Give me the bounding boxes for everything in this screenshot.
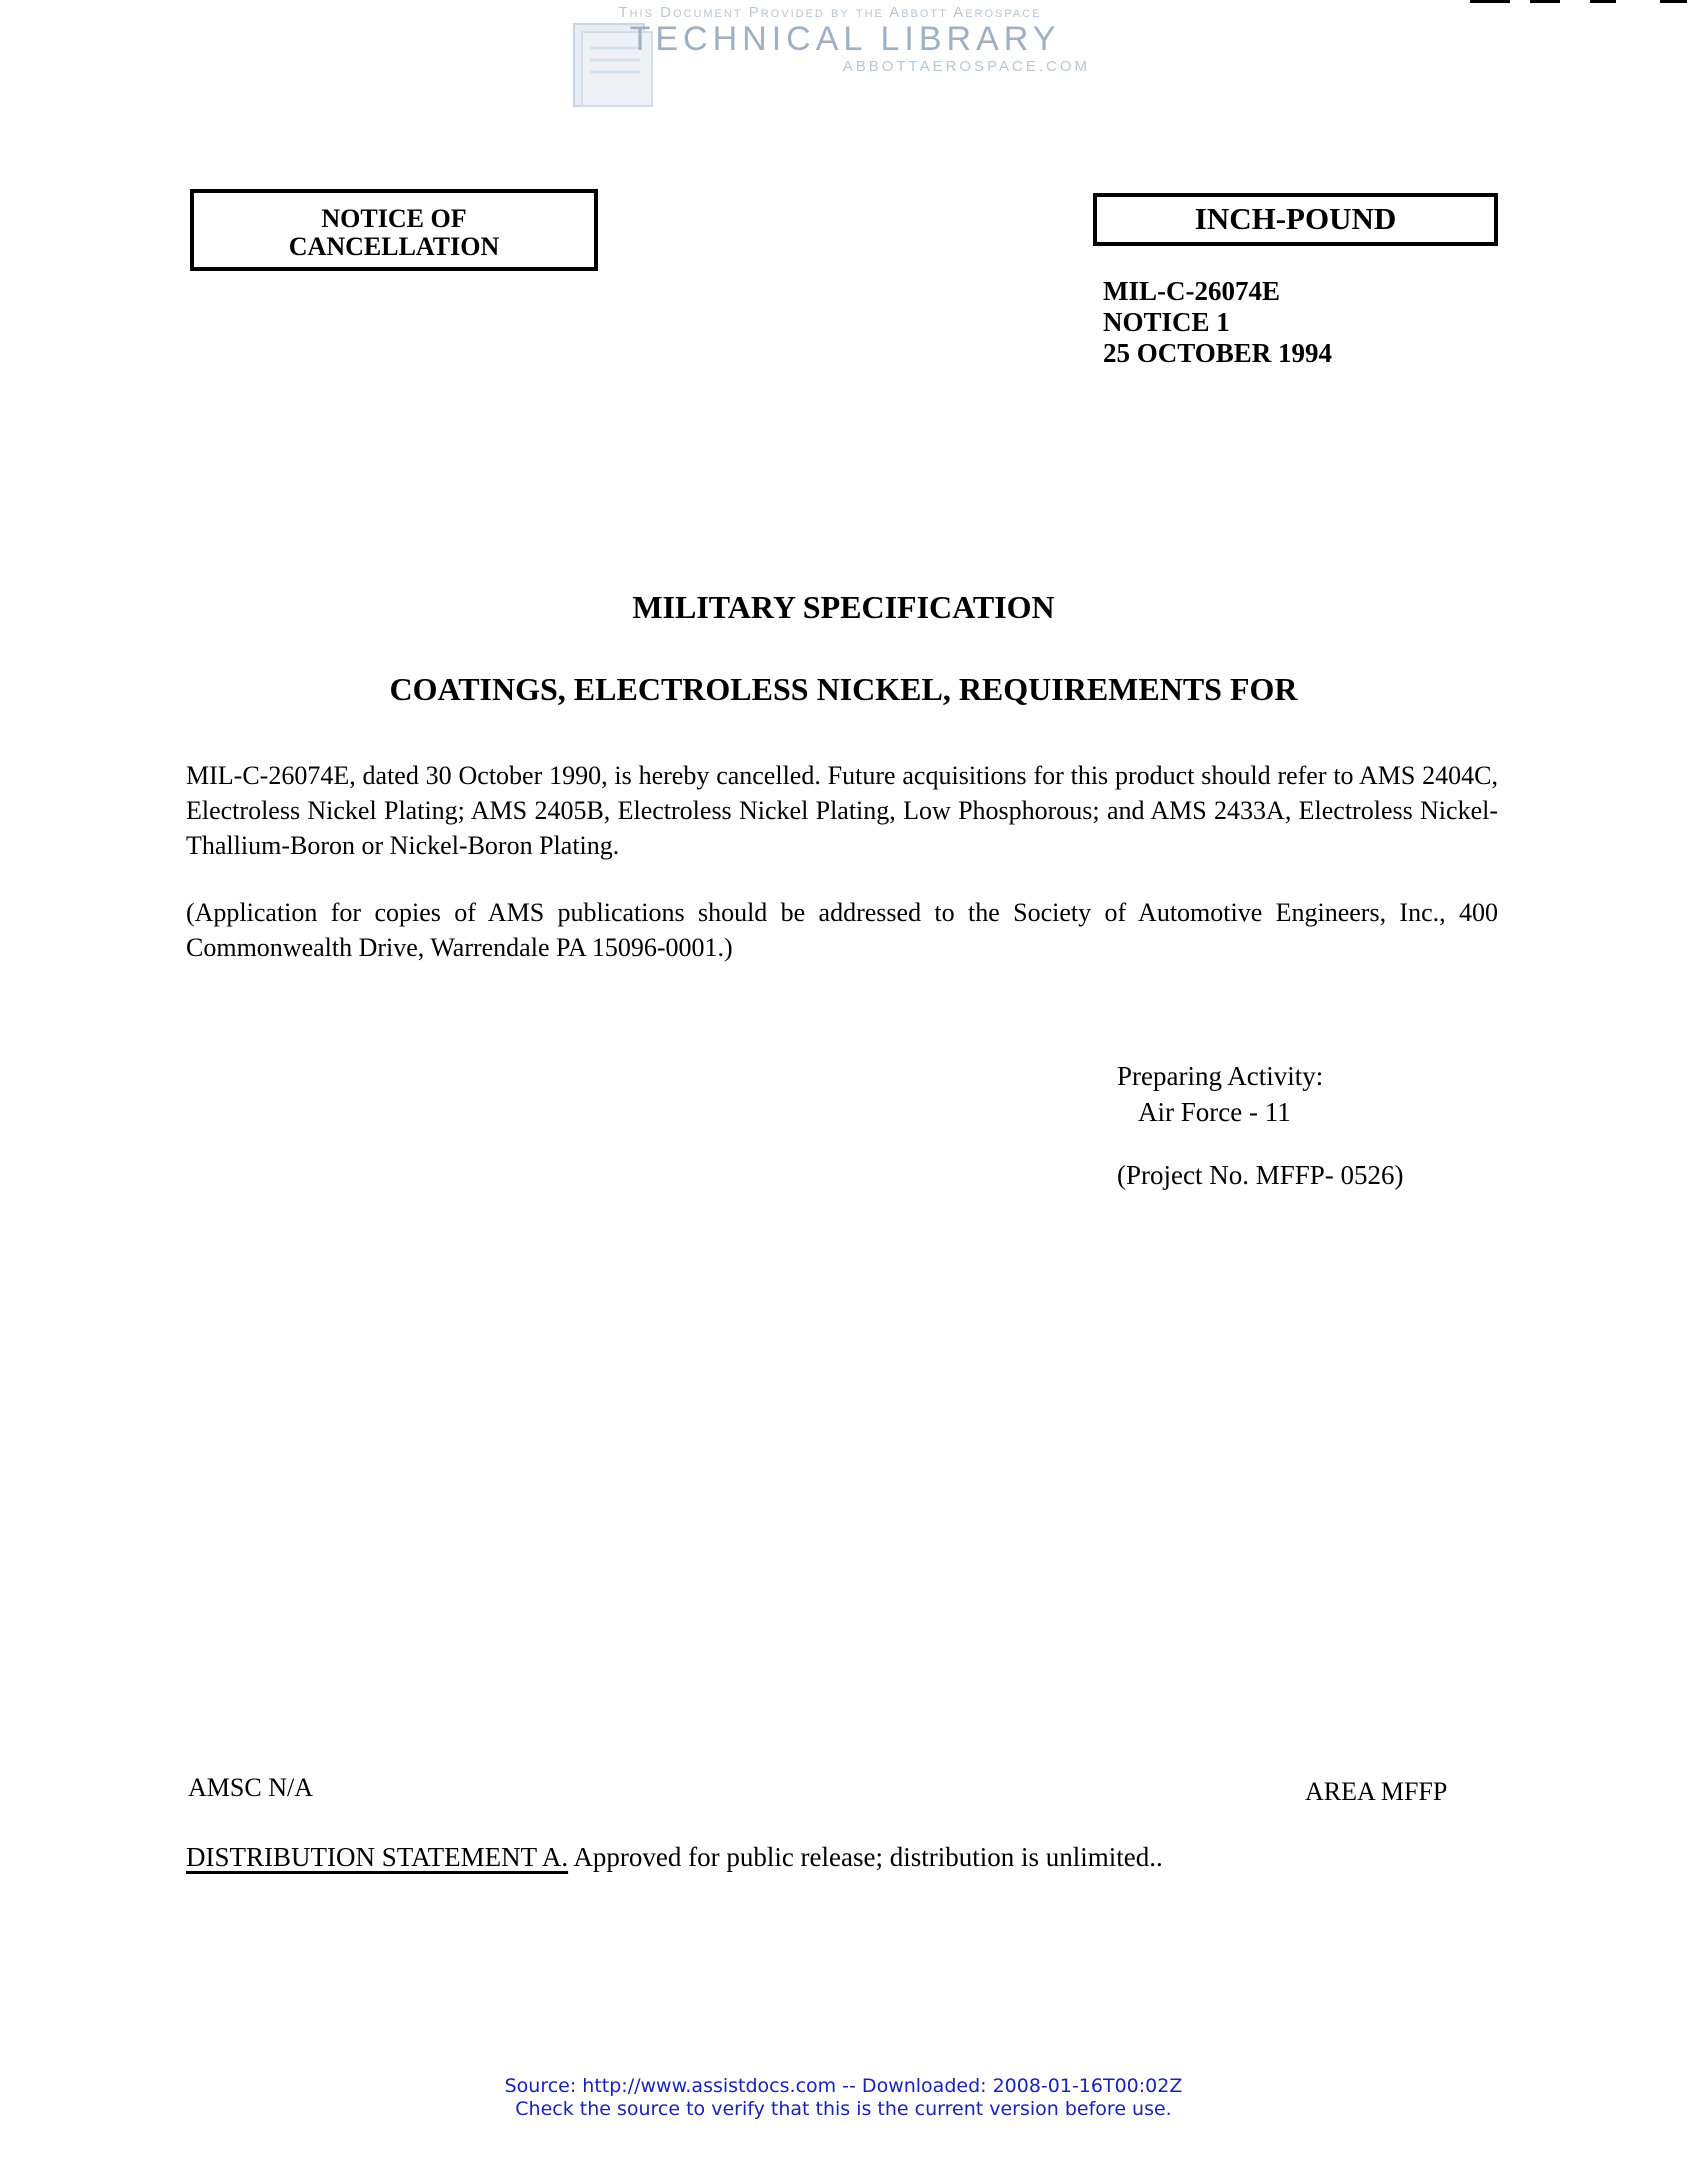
preparing-activity-label: Preparing Activity:	[1117, 1061, 1324, 1091]
notice-date: 25 OCTOBER 1994	[1103, 338, 1333, 368]
notice-box-line-1: NOTICE OF	[321, 204, 467, 233]
watermark-title: TECHNICAL LIBRARY	[629, 20, 1061, 58]
watermark-provider-line: This Document Provided by the Abbott Aerospace	[618, 4, 1042, 21]
verify-line: Check the source to verify that this is the current version before use.	[515, 2098, 1172, 2120]
corner-scan-marks	[1470, 0, 1687, 6]
source-line: Source: http://www.assistdocs.com -- Downloaded: 2008-01-16T00:02Z	[504, 2075, 1183, 2097]
amsc-code: AMSC N/A	[188, 1773, 313, 1802]
page-subtitle: COATINGS, ELECTROLESS NICKEL, REQUIREMENTS FOR	[389, 671, 1298, 707]
distribution-statement	[186, 1842, 1163, 1873]
notice-box-line-2: CANCELLATION	[288, 232, 500, 261]
page-title: MILITARY SPECIFICATION	[632, 589, 1055, 625]
cancellation-paragraph: MIL-C-26074E, dated 30 October 1990, is hereby cancelled. Future acquisitions for this product should refer to AMS 2404C, Electroless Nickel Plating; AMS 2405B, Electroless Nickel Plating, Low Phosphorous; and AMS 2433A, Electroless Nickel-Thallium-Boron or Nickel-Boron Plating.	[186, 761, 1498, 860]
distribution-statement-text: Approved for public release; distribution is unlimited..	[573, 1842, 1163, 1872]
inch-pound-box: INCH-POUND	[1093, 193, 1498, 246]
preparing-activity	[1117, 1058, 1323, 1130]
application-paragraph: (Application for copies of AMS publications should be addressed to the Society of Automotive Engineers, Inc., 400 Commonwealth Drive, Warrendale PA 15096-0001.)	[186, 898, 1498, 962]
doc-number: MIL-C-26074E	[1103, 276, 1280, 306]
source-footer	[0, 2075, 1687, 2121]
area-code: AREA MFFP	[1305, 1777, 1448, 1806]
distribution-statement-label: DISTRIBUTION STATEMENT A.	[186, 1842, 569, 1872]
notice-number: NOTICE 1	[1103, 307, 1230, 337]
document-identifier	[1103, 276, 1332, 369]
preparing-activity-value: Air Force - 11	[1138, 1097, 1291, 1127]
project-number: (Project No. MFFP- 0526)	[1117, 1160, 1404, 1190]
watermark-url: ABBOTTAEROSPACE.COM	[842, 58, 1090, 75]
notice-of-cancellation-box	[190, 189, 598, 271]
